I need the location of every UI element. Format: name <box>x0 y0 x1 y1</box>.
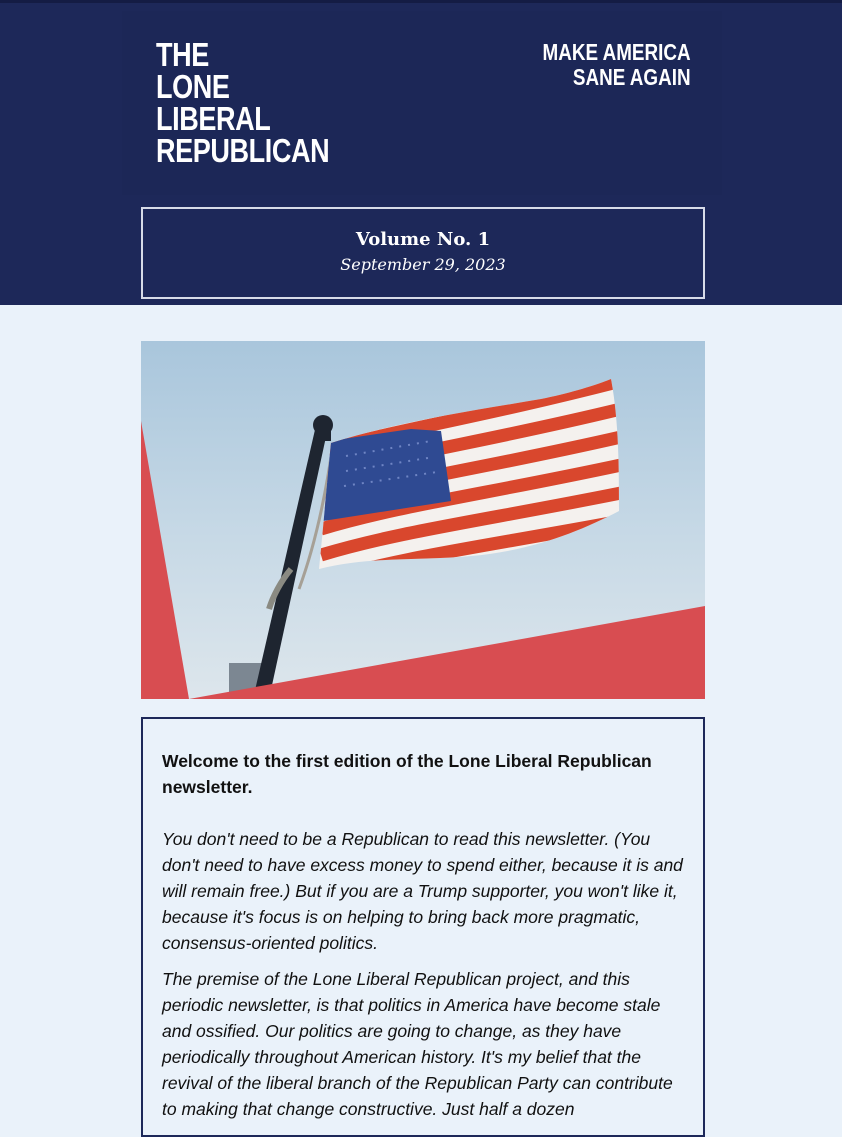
article-paragraph: The premise of the Lone Liberal Republican project, and this periodic newsletter, is that politics in America have become stale and ossified. Our politics are going to change, as they have periodically throughout American history. It's my belief that the revival of the liberal branch of the Republican Party can contribute to making that change constructive. Just half a dozen <box>162 969 673 1119</box>
article-paragraph: You don't need to be a Republican to read this newsletter. (You don't need to have excess money to spend either, because it is and will remain free.) But if you are a Trump supporter, you won't like it, because it's focus is on helping to bring back more pragmatic, consensus-oriented politics. <box>162 829 683 953</box>
hero-image <box>141 341 705 699</box>
tagline-line: MAKE AMERICA <box>542 39 691 65</box>
logo-line: LONE <box>156 68 230 105</box>
american-flag-image <box>141 341 705 699</box>
issue-info-box <box>141 207 705 299</box>
logo-line: THE <box>156 36 209 73</box>
volume-number: Volume No. 1 <box>355 229 491 250</box>
logo-line: LIBERAL <box>156 100 271 137</box>
tagline-line: SANE AGAIN <box>573 64 691 90</box>
issue-date: September 29, 2023 <box>340 255 506 274</box>
tagline <box>543 40 691 90</box>
article-box <box>141 717 705 1137</box>
masthead <box>122 11 722 195</box>
article-intro: Welcome to the first edition of the Lone Liberal Republican newsletter. <box>162 751 652 797</box>
logo-line: REPUBLICAN <box>156 132 330 169</box>
header-band <box>0 0 842 305</box>
site-logo[interactable] <box>156 36 330 169</box>
